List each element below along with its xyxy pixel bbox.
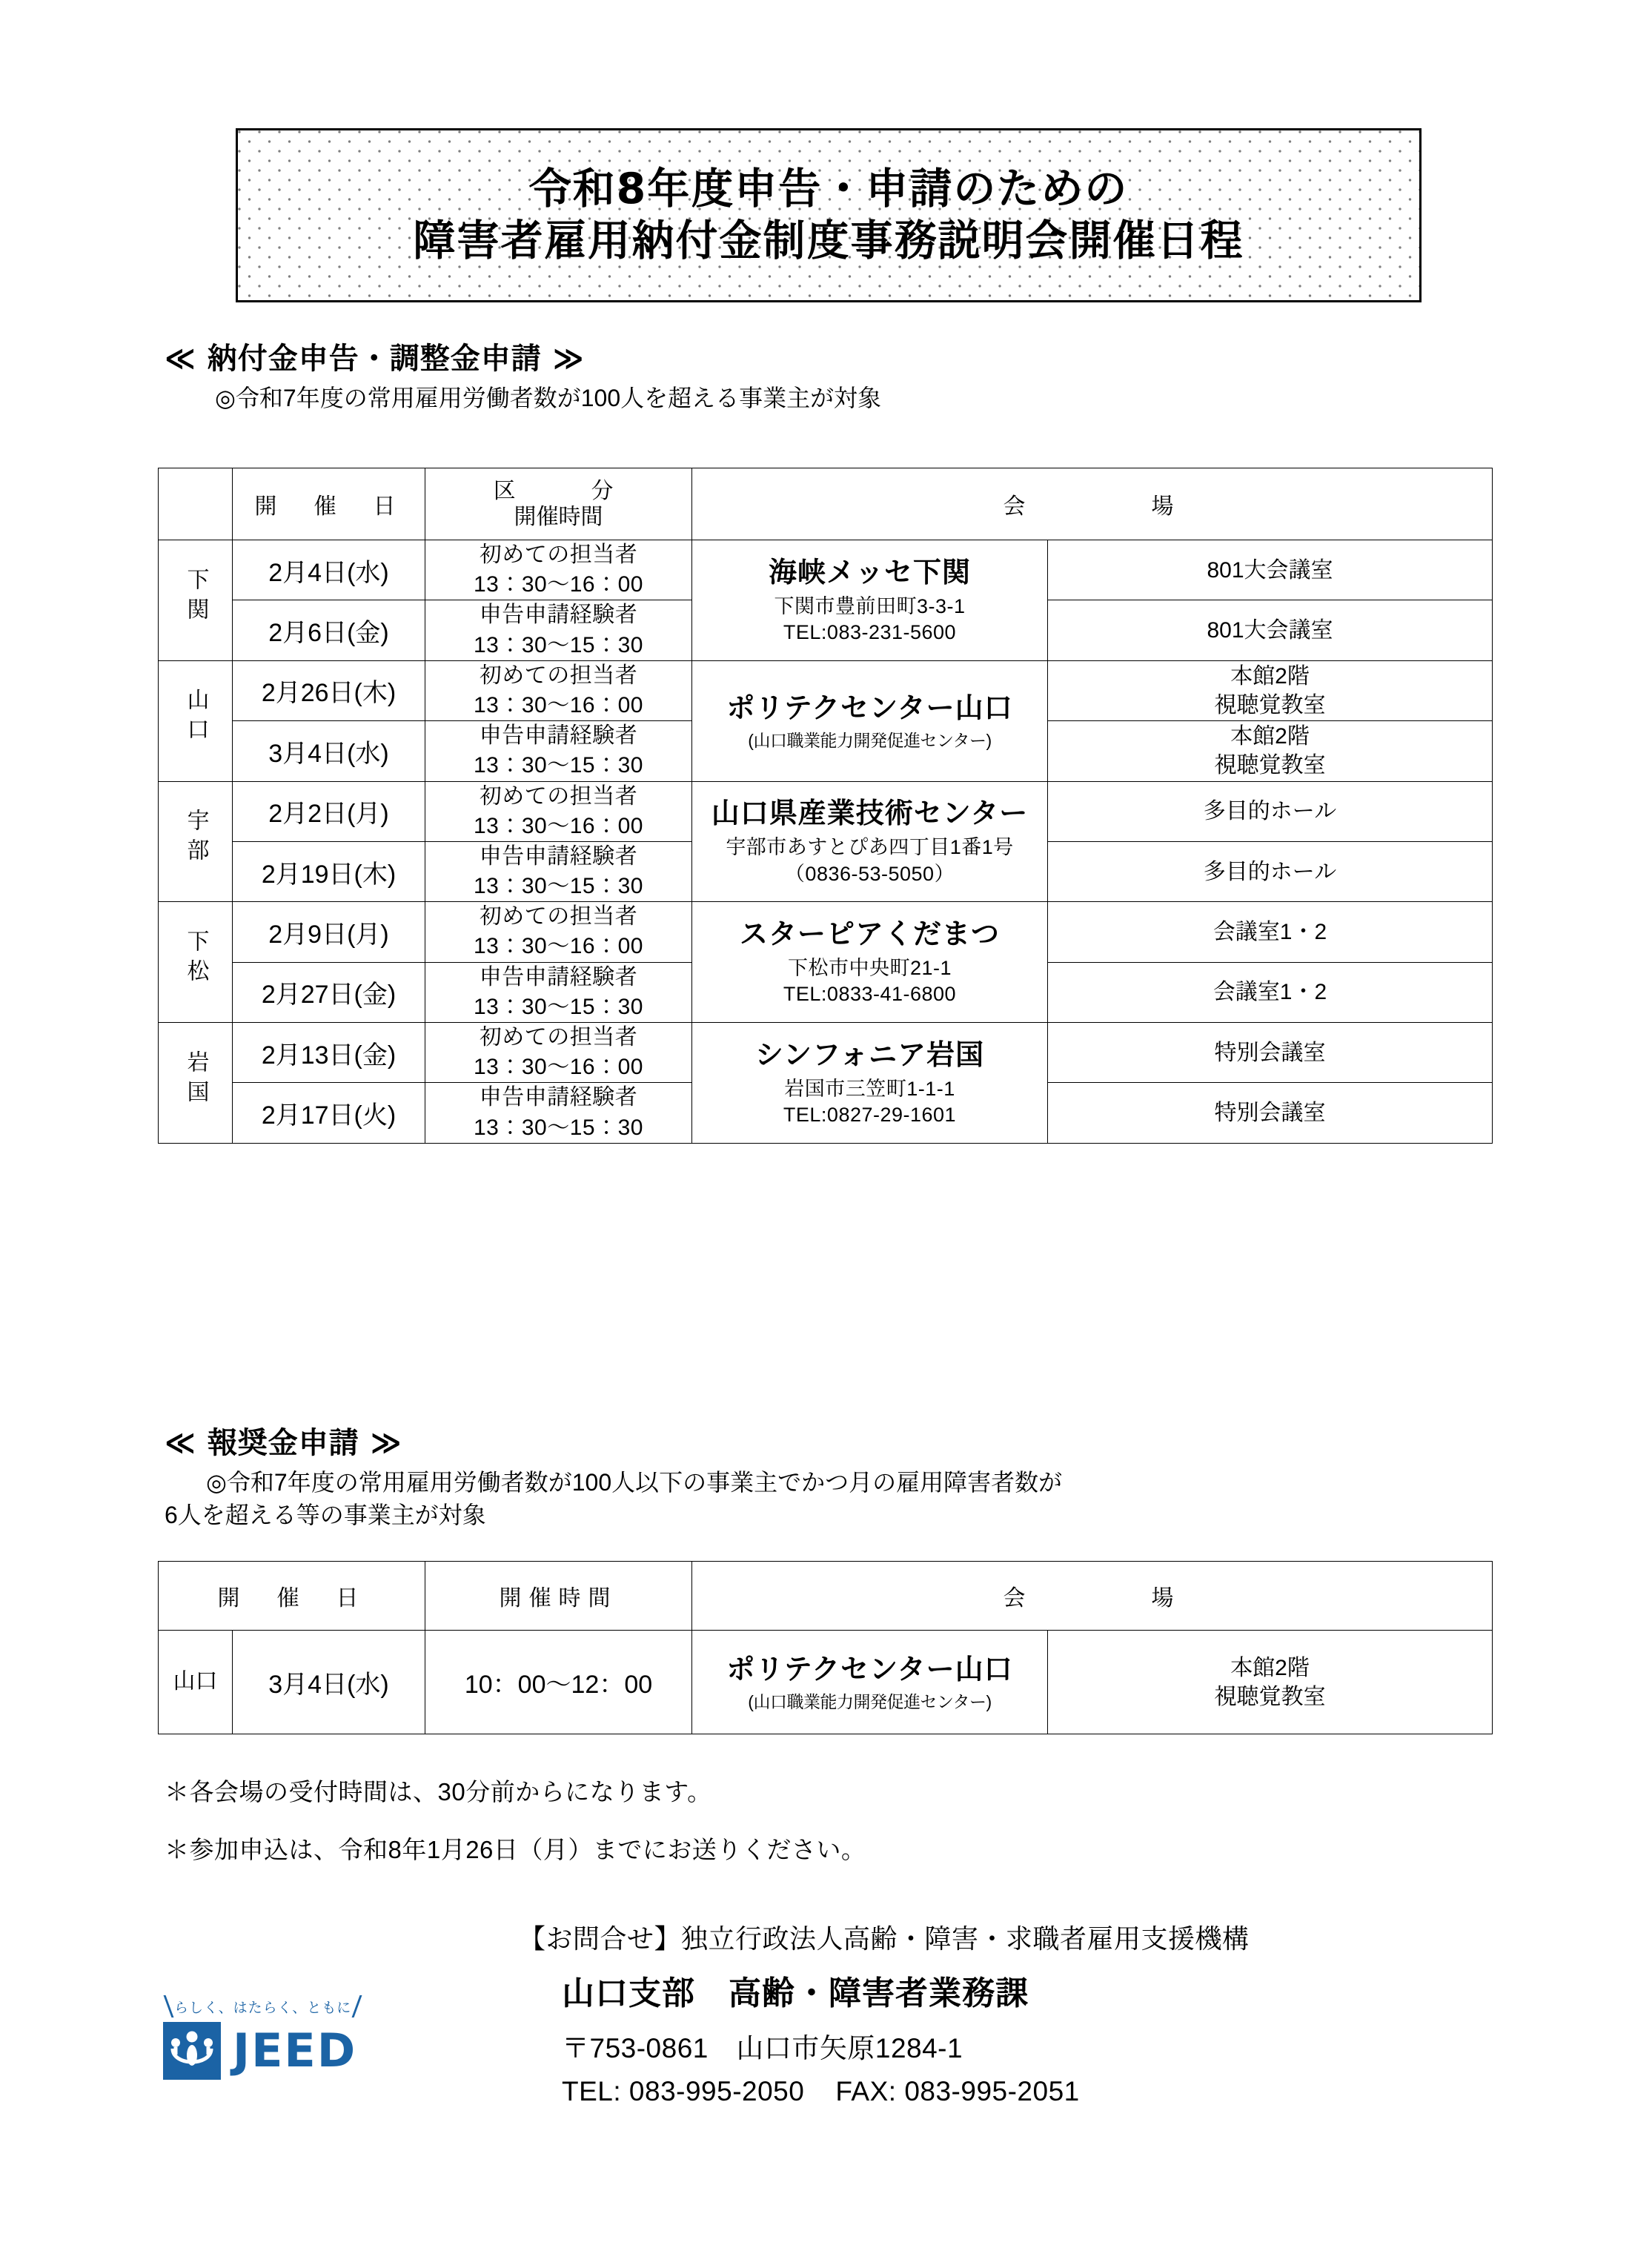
cell-kubun-time: 初めての担当者 13：30～16：00: [425, 660, 692, 720]
footer-phone-fax: [562, 2076, 1497, 2107]
cell-date: 3月4日(水): [233, 1631, 425, 1734]
cell-region: 宇部: [159, 781, 233, 902]
footer-contact: [519, 1918, 1497, 2107]
cell-date: 3月4日(水): [233, 721, 425, 781]
title-banner: [236, 128, 1422, 302]
cell-venue: ポリテクセンター山口 (山口職業能力開発促進センター): [692, 1631, 1048, 1734]
footer-fax: FAX: 083-995-2051: [835, 2076, 1080, 2106]
cell-kubun-time: 初めての担当者 13：30～16：00: [425, 1023, 692, 1083]
section-1-eligibility-note: ◎令和7年度の常用雇用労働者数が100人を超える事業主が対象: [215, 385, 882, 411]
cell-region: 山口: [159, 660, 233, 781]
table-row: [159, 781, 1493, 841]
section-2-eligibility-note: [165, 1466, 1491, 1531]
header-region: [159, 468, 233, 540]
section-1-heading: ≪ 納付金申告・調整金申請 ≫: [165, 342, 585, 376]
note-reception-time: ＊各会場の受付時間は、30分前からになります。: [165, 1778, 712, 1806]
cell-kubun-time: 申告申請経験者 13：30～15：30: [425, 962, 692, 1022]
tagline-right-slash-icon: [352, 1995, 362, 2017]
title-line-1: 令和8年度申告・申請のための: [528, 164, 1129, 213]
cell-region: 岩国: [159, 1023, 233, 1144]
cell-room: 多目的ホール: [1048, 841, 1493, 901]
cell-venue: シンフォニア岩国 岩国市三笠町1-1-1 TEL:0827-29-1601: [692, 1023, 1048, 1144]
cell-kubun-time: 申告申請経験者 13：30～15：30: [425, 1083, 692, 1143]
cell-kubun-time: 初めての担当者 13：30～16：00: [425, 781, 692, 841]
title-line-2: 障害者雇用納付金制度事務説明会開催日程: [413, 216, 1244, 265]
table-row: [159, 540, 1493, 600]
cell-kubun-time: 申告申請経験者 13：30～15：30: [425, 721, 692, 781]
jeed-logo-row: [163, 2022, 460, 2080]
jeed-logo: [163, 1995, 460, 2080]
header-venue: 会 場: [692, 1562, 1493, 1631]
footer-organization: 【お問合せ】独立行政法人高齢・障害・求職者雇用支援機構: [519, 1923, 1250, 1954]
cell-kubun-time: 初めての担当者 13：30～16：00: [425, 902, 692, 962]
jeed-wordmark: JEED: [233, 2023, 357, 2078]
cell-room: 会議室1・2: [1048, 902, 1493, 962]
cell-kubun-time: 初めての担当者 13：30～16：00: [425, 540, 692, 600]
header-date: 開 催 日: [233, 468, 425, 540]
cell-venue: スターピアくだまつ 下松市中央町21-1 TEL:0833-41-6800: [692, 902, 1048, 1023]
jeed-tagline: らしく、はたらく、ともに: [174, 2000, 352, 2016]
cell-room: 801大会議室: [1048, 540, 1493, 600]
table-header-row: [159, 1562, 1493, 1631]
footer-address: 〒753-0861 山口市矢原1284-1: [562, 2033, 963, 2063]
footer-tel: TEL: 083-995-2050: [562, 2076, 805, 2106]
cell-room: 本館2階 視聴覚教室: [1048, 1631, 1493, 1734]
cell-venue: 海峡メッセ下関 下関市豊前田町3-3-1 TEL:083-231-5600: [692, 540, 1048, 661]
cell-date: 2月6日(金): [233, 600, 425, 660]
cell-date: 2月4日(水): [233, 540, 425, 600]
table-row: [159, 660, 1493, 720]
cell-room: 会議室1・2: [1048, 962, 1493, 1022]
cell-venue: ポリテクセンター山口 (山口職業能力開発促進センター): [692, 660, 1048, 781]
header-venue: 会 場: [692, 468, 1493, 540]
section-2-note-line-2: 6人を超える等の事業主が対象: [165, 1502, 486, 1529]
jeed-three-people-icon: [163, 2022, 221, 2080]
section-2-heading: ≪ 報奨金申請 ≫: [165, 1426, 402, 1460]
cell-room: 特別会議室: [1048, 1083, 1493, 1143]
cell-room: 特別会議室: [1048, 1023, 1493, 1083]
schedule-table-levy: [158, 468, 1493, 1144]
tagline-left-slash-icon: [164, 1995, 174, 2017]
cell-date: 2月26日(木): [233, 660, 425, 720]
table-row: [159, 1023, 1493, 1083]
note-application-deadline: ＊参加申込は、令和8年1月26日（月）までにお送りください。: [165, 1836, 866, 1863]
cell-region: 山口: [159, 1631, 233, 1734]
table-header-row: [159, 468, 1493, 540]
cell-room: 801大会議室: [1048, 600, 1493, 660]
table-row: [159, 1631, 1493, 1734]
cell-date: 2月13日(金): [233, 1023, 425, 1083]
header-date: 開 催 日: [159, 1562, 425, 1631]
jeed-tagline-row: [163, 1995, 460, 2017]
cell-region: 下松: [159, 902, 233, 1023]
cell-date: 2月17日(火): [233, 1083, 425, 1143]
cell-room: 本館2階 視聴覚教室: [1048, 721, 1493, 781]
table-row: [159, 902, 1493, 962]
cell-room: 本館2階 視聴覚教室: [1048, 660, 1493, 720]
schedule-table-reward: [158, 1561, 1493, 1734]
cell-date: 2月27日(金): [233, 962, 425, 1022]
cell-time: 10：00～12：00: [425, 1631, 692, 1734]
footer-branch: 山口支部 高齢・障害者業務課: [562, 1975, 1029, 2012]
cell-kubun-time: 申告申請経験者 13：30～15：30: [425, 841, 692, 901]
header-kubun-time: 区 分 開催時間: [425, 468, 692, 540]
cell-venue: 山口県産業技術センター 宇部市あすとぴあ四丁目1番1号 （0836-53-5050）: [692, 781, 1048, 902]
cell-date: 2月19日(木): [233, 841, 425, 901]
cell-region: 下関: [159, 540, 233, 661]
cell-kubun-time: 申告申請経験者 13：30～15：30: [425, 600, 692, 660]
cell-date: 2月9日(月): [233, 902, 425, 962]
cell-room: 多目的ホール: [1048, 781, 1493, 841]
cell-date: 2月2日(月): [233, 781, 425, 841]
section-2-note-line-1: ◎令和7年度の常用雇用労働者数が100人以下の事業主でかつ月の雇用障害者数が: [206, 1469, 1063, 1496]
header-time: 開催時間: [425, 1562, 692, 1631]
